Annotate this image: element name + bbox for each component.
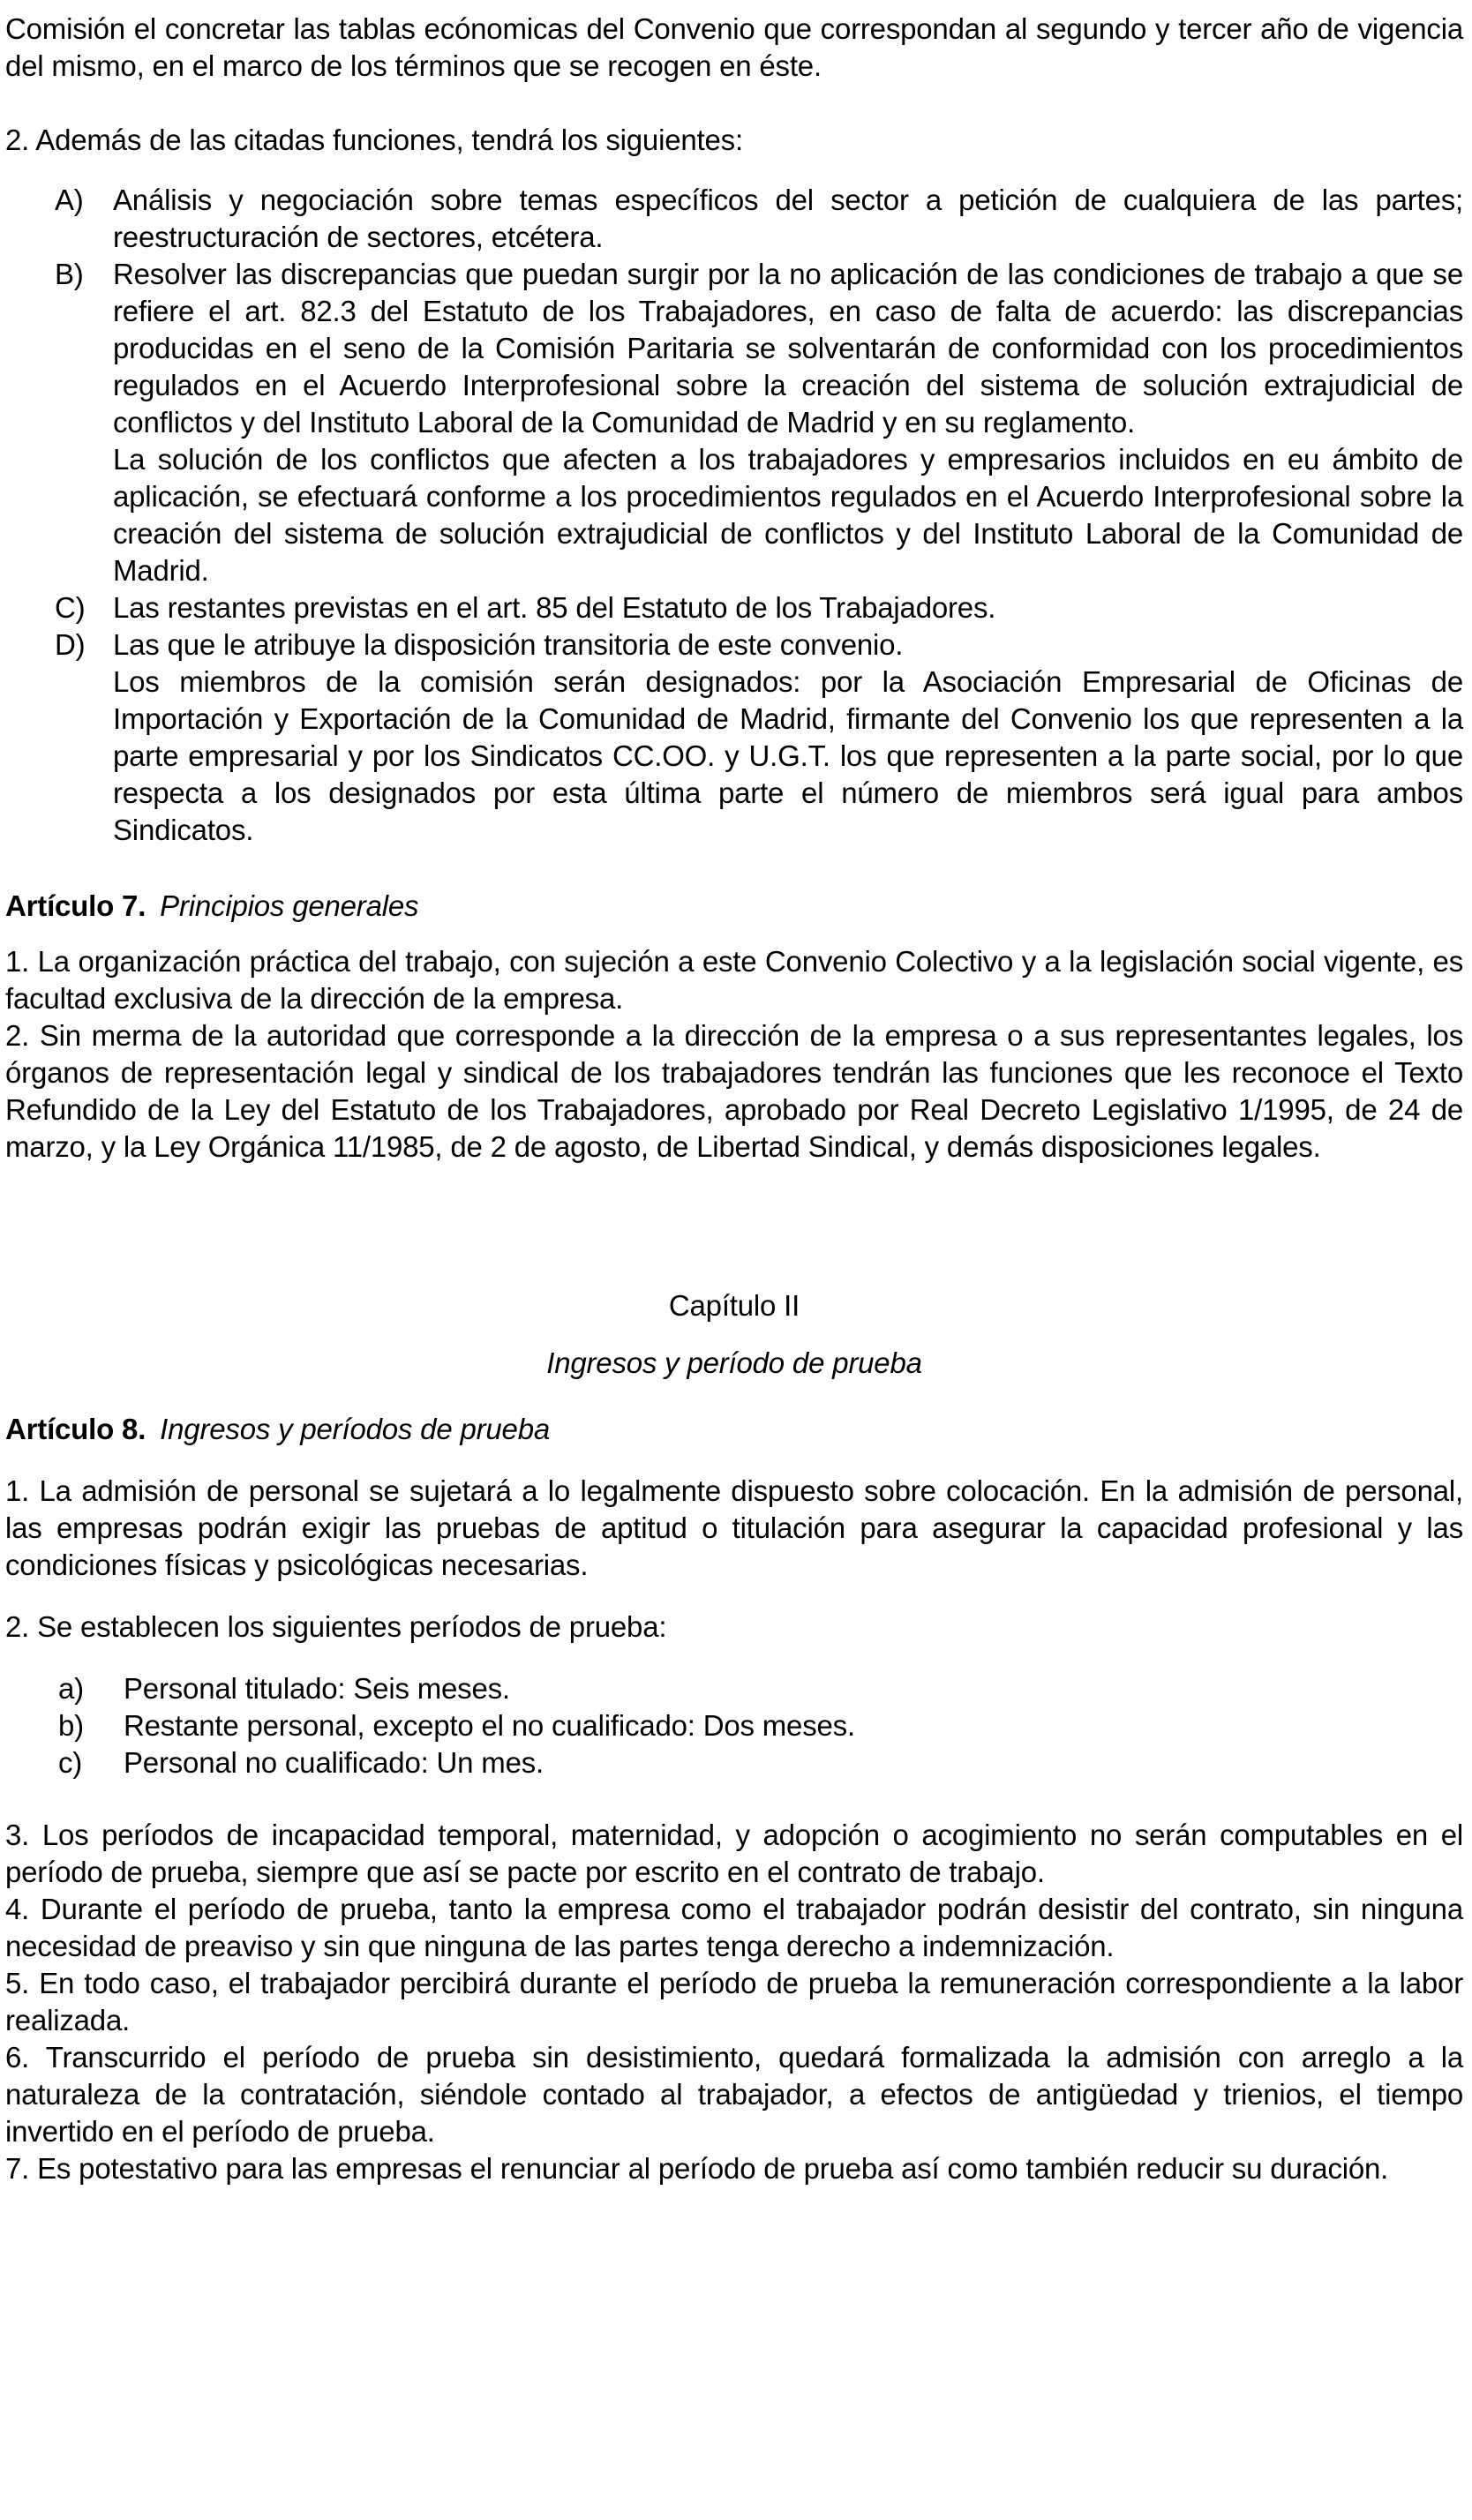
- articulo-8-paragraph-7: 7. Es potestativo para las empresas el renunciar al período de prueba así como también reducir su duración.: [5, 2152, 1389, 2185]
- list-item-c: [5, 1744, 1463, 1781]
- articulo-7-number: Artículo 7.: [5, 889, 146, 922]
- articulo-7-paragraph-1: 1. La organización práctica del trabajo, con sujeción a este Convenio Colectivo y a la legislación social vigente, es facultad exclusiva de la dirección de la empresa.: [5, 945, 1463, 1015]
- articulo-8-paragraph-1: 1. La admisión de personal se sujetará a lo legalmente dispuesto sobre colocación. En la admisión de personal, las empresas podrán exigir las pruebas de aptitud o titulación para asegurar la capacidad profesional y las condiciones físicas y psicológicas necesarias.: [5, 1474, 1463, 1581]
- list-item-D: [5, 626, 1463, 849]
- list-item-a-label: a): [58, 1672, 84, 1705]
- list-item-C: [5, 589, 1463, 626]
- list-item-D-label: D): [55, 628, 86, 661]
- list-item-a: [5, 1670, 1463, 1707]
- articulo-8-paragraph-2: 2. Se establecen los siguientes períodos de prueba:: [5, 1610, 667, 1643]
- chapter-title: Capítulo II: [668, 1289, 800, 1322]
- list-item-B: [5, 256, 1463, 589]
- trial-periods-list: [5, 1670, 1463, 1781]
- list-item-C-label: C): [55, 591, 86, 624]
- articulo-8-paragraph-3: 3. Los períodos de incapacidad temporal, maternidad, y adopción o acogimiento no serán computables en el período de prueba, siempre que así se pacte por escrito en el contrato de trabajo.: [5, 1819, 1463, 1888]
- continuation-paragraph: Comisión el concretar las tablas ecónomicas del Convenio que correspondan al segundo y tercer año de vigencia del mismo, en el marco de los términos que se recogen en éste.: [5, 12, 1463, 82]
- articulo-7-paragraph-2: 2. Sin merma de la autoridad que corresponde a la dirección de la empresa o a sus representantes legales, los órganos de representación legal y sindical de los trabajadores tendrán las funciones que les reconoce el Texto Refundido de la Ley del Estatuto de los Trabajadores, aprobado por Real Decreto Legislativo 1/1995, de 24 de marzo, y la Ley Orgánica 11/1985, de 2 de agosto, de Libertad Sindical, y demás disposiciones legales.: [5, 1019, 1463, 1163]
- list-item-c-text: Personal no cualificado: Un mes.: [124, 1746, 544, 1779]
- list-item-B-label: B): [55, 258, 84, 290]
- articulo-8-paragraph-4: 4. Durante el período de prueba, tanto la empresa como el trabajador podrán desistir del contrato, sin ninguna necesidad de preaviso y sin que ninguna de las partes tenga derecho a indemnización.: [5, 1893, 1463, 1962]
- list-item-B-paragraph-1: Resolver las discrepancias que puedan surgir por la no aplicación de las condiciones de trabajo a que se refiere el art. 82.3 del Estatuto de los Trabajadores, en caso de falta de acuerdo: las discrepancias producidas en el seno de la Comisión Paritaria se solventarán de conformidad con los procedimientos regulados en el Acuerdo Interprofesional sobre la creación del sistema de solución extrajudicial de conflictos y del Instituto Laboral de la Comunidad de Madrid y en su reglamento.: [113, 258, 1463, 439]
- articulo-8-title: Ingresos y períodos de prueba: [160, 1413, 550, 1445]
- articulo-7-heading: [5, 888, 1463, 925]
- articulo-8-heading: [5, 1411, 1463, 1448]
- paragraph-2: 2. Además de las citadas funciones, tendrá los siguientes:: [5, 124, 743, 156]
- list-item-b-label: b): [58, 1709, 84, 1742]
- list-item-b: [5, 1707, 1463, 1744]
- articulo-8-paragraph-5: 5. En todo caso, el trabajador percibirá durante el período de prueba la remuneración correspondiente a la labor realizada.: [5, 1967, 1463, 2036]
- chapter-subtitle: Ingresos y período de prueba: [546, 1346, 922, 1379]
- list-item-D-paragraph-2: Los miembros de la comisión serán designados: por la Asociación Empresarial de Oficinas de Importación y Exportación de la Comunidad de Madrid, firmante del Convenio los que representen a la parte empresarial y por los Sindicatos CC.OO. y U.G.T. los que representen a la parte social, por lo que respecta a los designados por esta última parte el número de miembros será igual para ambos Sindicatos.: [113, 665, 1463, 846]
- articulo-8-number: Artículo 8.: [5, 1413, 146, 1445]
- articulo-8-paragraphs-3-7: [5, 1817, 1463, 2187]
- list-item-D-paragraph-1: Las que le atribuye la disposición transitoria de este convenio.: [113, 628, 904, 661]
- list-item-A: [5, 182, 1463, 256]
- functions-list: [5, 182, 1463, 849]
- list-item-c-label: c): [58, 1746, 83, 1779]
- list-item-b-text: Restante personal, excepto el no cualificado: Dos meses.: [124, 1709, 855, 1742]
- list-item-a-text: Personal titulado: Seis meses.: [124, 1672, 510, 1705]
- list-item-B-paragraph-2: La solución de los conflictos que afecten a los trabajadores y empresarios incluidos en eu ámbito de aplicación, se efectuará conforme a los procedimientos regulados en el Acuerdo Interprofesional sobre la creación del sistema de solución extrajudicial de conflictos y del Instituto Laboral de la Comunidad de Madrid.: [113, 443, 1463, 587]
- articulo-7-title: Principios generales: [160, 889, 419, 922]
- list-item-C-paragraph: Las restantes previstas en el art. 85 del Estatuto de los Trabajadores.: [113, 591, 996, 624]
- articulo-8-paragraph-6: 6. Transcurrido el período de prueba sin desistimiento, quedará formalizada la admisión con arreglo a la naturaleza de la contratación, siéndole contado al trabajador, a efectos de antigüedad y trienios, el tiempo invertido en el período de prueba.: [5, 2041, 1463, 2148]
- list-item-A-label: A): [55, 184, 84, 216]
- list-item-A-paragraph: Análisis y negociación sobre temas específicos del sector a petición de cualquiera de las partes; reestructuración de sectores, etcétera.: [113, 184, 1463, 253]
